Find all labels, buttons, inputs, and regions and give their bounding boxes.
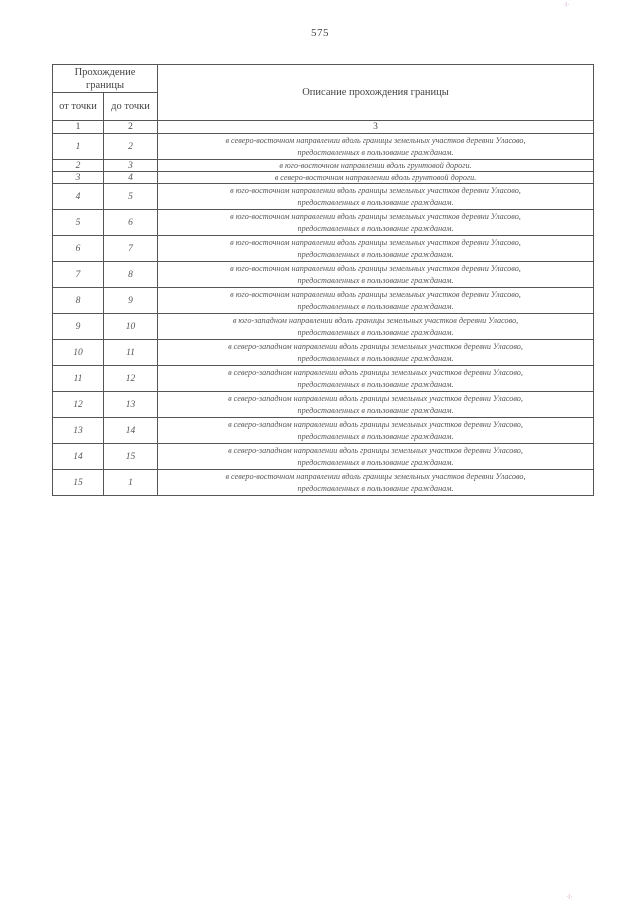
description-line-2: предоставленных в пользование гражданам. (297, 197, 454, 207)
description-cell (158, 392, 594, 418)
table-row (53, 418, 594, 444)
description-line-1: в северо-западном направлении вдоль границы земельных участков деревни Уласово, (228, 341, 523, 351)
description-line-1: в юго-восточном направлении вдоль границы земельных участков деревни Уласово, (230, 263, 521, 273)
description-line-1: в северо-западном направлении вдоль границы земельных участков деревни Уласово, (228, 393, 523, 403)
header-group-line1: Прохождение (74, 66, 136, 78)
to-point-cell: 13 (104, 392, 158, 418)
column-number: 3 (158, 121, 594, 134)
description-cell (158, 184, 594, 210)
description-line-1: в северо-западном направлении вдоль границы земельных участков деревни Уласово, (228, 445, 523, 455)
to-point-cell: 8 (104, 262, 158, 288)
description-line-1: в северо-восточном направлении вдоль границы земельных участков деревни Уласово, (225, 135, 526, 145)
to-point-cell: 9 (104, 288, 158, 314)
header-boundary-passage (53, 65, 158, 93)
description-line-1: в юго-восточном направлении вдоль границы земельных участков деревни Уласово, (230, 289, 521, 299)
description-cell (158, 172, 594, 184)
table-row (53, 340, 594, 366)
description-line-2: предоставленных в пользование гражданам. (297, 275, 454, 285)
description-cell (158, 340, 594, 366)
description-line-2: предоставленных в пользование гражданам. (297, 457, 454, 467)
from-point-cell: 5 (53, 210, 104, 236)
to-point-cell: 3 (104, 160, 158, 172)
table-row (53, 160, 594, 172)
from-point-cell: 2 (53, 160, 104, 172)
from-point-cell: 10 (53, 340, 104, 366)
table-row (53, 184, 594, 210)
description-cell (158, 236, 594, 262)
table-row (53, 470, 594, 496)
scan-mark: ·‖· (563, 1, 570, 9)
description-line-1: в северо-восточном направлении вдоль границы земельных участков деревни Уласово, (225, 471, 526, 481)
table-row (53, 444, 594, 470)
description-line-1: в юго-восточном направлении вдоль границы земельных участков деревни Уласово, (230, 237, 521, 247)
description-line-1: в северо-западном направлении вдоль границы земельных участков деревни Уласово, (228, 419, 523, 429)
boundary-description-table (52, 64, 594, 496)
description-cell (158, 160, 594, 172)
description-line-1: в северо-восточном направлении вдоль грунтовой дороги. (274, 172, 477, 182)
to-point-cell: 5 (104, 184, 158, 210)
description-line-2: предоставленных в пользование гражданам. (297, 379, 454, 389)
description-line-2: предоставленных в пользование гражданам. (297, 301, 454, 311)
table-row (53, 288, 594, 314)
header-group-line2: границы (85, 79, 125, 91)
description-cell (158, 418, 594, 444)
from-point-cell: 3 (53, 172, 104, 184)
table-row (53, 366, 594, 392)
from-point-cell: 9 (53, 314, 104, 340)
description-line-2: предоставленных в пользование гражданам. (297, 147, 454, 157)
description-line-2: предоставленных в пользование гражданам. (297, 405, 454, 415)
description-line-2: предоставленных в пользование гражданам. (297, 353, 454, 363)
header-to-point: до точки (104, 93, 158, 121)
header-from-point: от точки (53, 93, 104, 121)
to-point-cell: 6 (104, 210, 158, 236)
table-row (53, 172, 594, 184)
description-cell (158, 314, 594, 340)
description-line-1: в юго-восточном направлении вдоль грунтовой дороги. (279, 160, 472, 170)
description-line-2: предоставленных в пользование гражданам. (297, 223, 454, 233)
column-number: 2 (104, 121, 158, 134)
table-row (53, 392, 594, 418)
description-line-2: предоставленных в пользование гражданам. (297, 249, 454, 259)
description-cell (158, 366, 594, 392)
table-row (53, 262, 594, 288)
scan-mark: ·‖· (566, 893, 573, 901)
from-point-cell: 1 (53, 134, 104, 160)
table-row (53, 210, 594, 236)
table-row (53, 314, 594, 340)
to-point-cell: 4 (104, 172, 158, 184)
description-line-1: в северо-западном направлении вдоль границы земельных участков деревни Уласово, (228, 367, 523, 377)
to-point-cell: 14 (104, 418, 158, 444)
table-row (53, 236, 594, 262)
description-cell (158, 444, 594, 470)
from-point-cell: 12 (53, 392, 104, 418)
description-line-1: в юго-восточном направлении вдоль границы земельных участков деревни Уласово, (230, 211, 521, 221)
table-body (53, 134, 594, 496)
to-point-cell: 11 (104, 340, 158, 366)
from-point-cell: 7 (53, 262, 104, 288)
description-line-2: предоставленных в пользование гражданам. (297, 431, 454, 441)
description-line-1: в юго-восточном направлении вдоль границы земельных участков деревни Уласово, (230, 185, 521, 195)
from-point-cell: 4 (53, 184, 104, 210)
description-cell (158, 134, 594, 160)
description-cell (158, 470, 594, 496)
to-point-cell: 1 (104, 470, 158, 496)
to-point-cell: 2 (104, 134, 158, 160)
from-point-cell: 13 (53, 418, 104, 444)
from-point-cell: 15 (53, 470, 104, 496)
description-cell (158, 288, 594, 314)
description-cell (158, 210, 594, 236)
page-number: 575 (311, 27, 329, 39)
from-point-cell: 6 (53, 236, 104, 262)
description-line-2: предоставленных в пользование гражданам. (297, 483, 454, 493)
description-line-2: предоставленных в пользование гражданам. (297, 327, 454, 337)
to-point-cell: 10 (104, 314, 158, 340)
header-description: Описание прохождения границы (158, 65, 594, 121)
to-point-cell: 12 (104, 366, 158, 392)
from-point-cell: 8 (53, 288, 104, 314)
column-number: 1 (53, 121, 104, 134)
description-cell (158, 262, 594, 288)
table-row (53, 134, 594, 160)
description-line-1: в юго-западном направлении вдоль границы земельных участков деревни Уласово, (232, 315, 519, 325)
from-point-cell: 14 (53, 444, 104, 470)
from-point-cell: 11 (53, 366, 104, 392)
to-point-cell: 15 (104, 444, 158, 470)
to-point-cell: 7 (104, 236, 158, 262)
